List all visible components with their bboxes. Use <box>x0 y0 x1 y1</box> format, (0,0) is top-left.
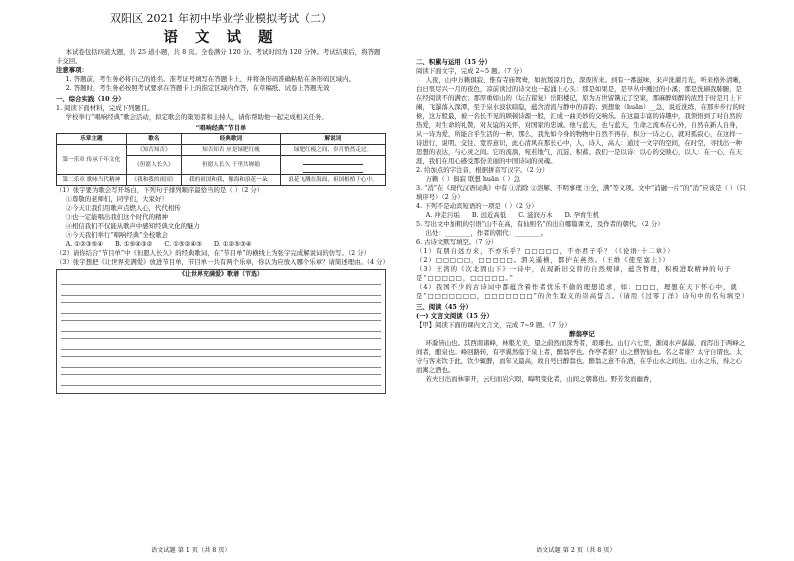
question-1-text: 学校举行“唱响经典”歌会活动，拟定歌会的策划者和主持人，请你帮助他一起完成相关任务。 <box>65 113 328 121</box>
choice: B. ①⑤④③② <box>114 240 153 248</box>
answer-blank <box>303 158 363 165</box>
right-page <box>416 0 748 561</box>
choice: C. ①⑤②④③ <box>164 240 202 248</box>
classic-paragraph: 若夫日出而林霏开，云归而岩穴暝，晦明变化者，山间之朝暮也。野芳发而幽香， <box>425 375 656 383</box>
option-item: ④相信我们不仅能从歌声中感知经典文化的魅力 <box>65 222 200 230</box>
table-header: 歌名 <box>126 134 181 145</box>
question-5: 5. 写出文中加粗的引语“山不在高，有仙则名”的出自哪篇课文，及作者的朝代。（2 分） <box>416 220 664 228</box>
table-header: 解说词 <box>280 134 385 145</box>
music-sheet-title: 《让世界充满爱》歌谱（节选） <box>178 271 263 278</box>
music-staff-row <box>61 374 381 386</box>
question-6-1: （1）有朋自远方来，不亦乐乎？□□□□□，不亦君子乎？（《论语·十二章》） <box>416 247 675 255</box>
question-1-3: （3）张宇想把《让世界充满爱》放进节目单，节目单一共有两个乐章，你认为应放入哪个乐章？请简述理由。（4 分） <box>56 258 389 266</box>
answer-blank <box>303 166 363 173</box>
music-staff-row <box>61 284 381 296</box>
classic-paragraph: 环滁皆山也。其西南诸峰，林壑尤美，望之蔚然而深秀者，琅琊也。山行六七里，渐闻水声潺潺，而泻出于两峰之间者，酿泉也。峰回路转，有亭翼然临于泉上者，醉翁亭也。作亭者谁？山之僧智仙也。名之者谁？太守自谓也。太守与客来饮于此，饮少辄醉，而年又最高，故自号曰醉翁也。醉翁之意不在酒，在乎山水之间也。山水之乐，得之心而寓之酒也。 <box>416 339 746 374</box>
table-cell: 浪花飞溅在海面，祖国根植于心中。 <box>280 175 385 186</box>
choices <box>416 211 748 220</box>
page-footer: 语文试题 第 2 页（共 8 页） <box>536 547 616 554</box>
table-cell: 第一乐章 传承千年文化 <box>57 145 127 175</box>
option-item: ③也一定能唱出我们这个时代的精神 <box>65 213 168 221</box>
music-sheet <box>56 269 386 394</box>
choice: A. ①②③⑤④ <box>65 240 103 248</box>
question-1-2: （2）请你结合“节目单”中《但愿人长久》的经典歌词，在“节目单”的横线上为张宇完成解说词的仿写。（2 分） <box>56 249 370 257</box>
choice: B. 远近高低 <box>471 211 507 219</box>
reading-intro: 阅读下面文字，完成 2~5 题。（7 分） <box>416 67 526 75</box>
section-3-heading: 三、阅读（45 分） <box>416 303 472 311</box>
exam-subtitle: 语 文 试 题 <box>163 29 279 46</box>
choice: D. 孕育生机 <box>564 211 600 219</box>
program-table <box>56 124 386 186</box>
exam-title: 双阳区 2021 年初中毕业学业模拟考试（二） <box>110 12 332 25</box>
music-staff-row <box>61 320 381 332</box>
question-1-1: （1）张宇要为歌会写开场白，下列句子排列顺序最恰当的是（ ）（2 分） <box>56 186 264 194</box>
table-cell: 但愿人长久 千里共婵娟 <box>182 156 281 175</box>
reading-passage: 人夜，山中万籁俱寂，惟有寺庙鸳鸯，如抗叛凉月色，深夜所来。到有一番滋味，来声洗濯月光，听来格外清晰，白日里尽兴一月的夜色，凉前读过的诗文也一起涌上心头：那是如果是，是早丛中溅过的小溪；那是洗刷我肺腑，是在经阅读不的满衣；那厚重如山的（坛吉留复）岳阳楼记，原为万世留镌元了空家，那麻醉如醉的浓烈于时是月上下阑，飞瀑落入深潭，至于泉水波状暗隐，蕴含清流与静中的音韵；到想象（huān）__急，说近洗练，在那步步行的时候，这万般最，被一名长不见的顾顿诗源一般，汇成一曲美妙的交响乐。在这最丰富的诗趣中，我领悟到了对自然的热爱，对生命的礼赞，对友谊的关怀，对国家的忠诚。他与蓝天，也与蓝天，生命之流本在心外，自然在新人自身，从一诗为爱，所能合乎生活的一种，那么，我先如今身的物物中自然不再存，积分一诗之心，就对孤寂心，在这样一诗进行，说明、交往、宽容意识，此心清风在那长心中，人，诗人，高人：通过一文字的空间，在时空，寻找出一种思想的表达，与心灵之间。它的流淌，宛若地气，沉淀、积蓄。我们一是以诗：以心的交映心，以人：在一心，在天涯，我们在用心感受那份美丽的中国诗词的灵魂。 <box>416 76 746 165</box>
table-cell: 绿肥红瘦之间，岁月悄然走过。 <box>280 145 385 156</box>
music-staff-row <box>61 302 381 314</box>
question-5-line: 出处：________，作者的朝代：________。 <box>425 229 548 237</box>
question-3: 3. “消”在《现代汉语词典》中有 ①消除 ②溶解、不明事理 ③全，满”等义项。文中“消融一片”的“消”应该是（ ）（只填序号）（2 分） <box>416 184 746 201</box>
question-2: 2. 给加点的字注音，根据拼音写汉字。（2 分） <box>416 166 549 174</box>
question-2-items: 万籁（ ）俱寂 联想 huān（ ）急 <box>425 175 521 183</box>
section-3-1-heading: (一) 文言文阅读（15 分） <box>416 312 493 320</box>
page-footer: 语文试题 第 1 页（共 8 页） <box>151 547 231 554</box>
choice: D. ①②⑤③④ <box>213 240 252 248</box>
question-1: 1. 阅读下面材料，完成下列题目。 <box>56 104 154 112</box>
table-caption: “唱响经典”节目单 <box>195 125 247 132</box>
question-6-4: （4）我国不少的古诗词中都蕴含着作者忧乐不偷的理想追求，如：□□□，理想在天下怀心中，就是“□□□□□□□，□□□□□□□”的舍生取义的崇高誓言。（请用《过零丁洋》诗句中的名句填空） <box>416 283 749 300</box>
table-cell: 我的祖国和我，像海和浪花一朵。 <box>182 175 281 186</box>
table-header: 经典歌词 <box>182 134 281 145</box>
classic-title: 醉翁亭记 <box>569 330 595 338</box>
choices <box>56 240 386 249</box>
music-staff-row <box>61 338 381 350</box>
answer-blank-cell <box>280 156 385 175</box>
question-4: 4. 下列不是动宾短语的一项是（ ）（2 分） <box>416 202 538 210</box>
question-6-2: （2）□□□□□，□□□□□。渭关遥横，都护在燕然。（王维《使至塞上》） <box>416 256 670 264</box>
table-cell: 知否知否 应是绿肥红瘦 <box>182 145 281 156</box>
section-2-heading: 二、积累与运用（15 分） <box>416 58 492 66</box>
notice-2: 2. 答题时，考生务必按照考试要求在答题卡上的指定区域内作答，在草稿纸、试卷上答题无效 <box>65 84 330 92</box>
table-cell: 《知否知否》 <box>126 145 181 156</box>
option-item: ⑤今天我们举行“唱响经典”全校歌会 <box>65 231 168 239</box>
music-staff-row <box>61 356 381 368</box>
question-6-3: （3）王湾的《次北固山下》一诗中，表现新旧交替的自然规律，蕴含哲理，积极进取精神的句子是“□□□□□，□□□□□。” <box>416 265 732 282</box>
table-cell: 《我和我的祖国》 <box>126 175 181 186</box>
table-header: 乐章主题 <box>57 134 127 145</box>
notice-1: 1. 答题前，考生务必将自己的姓名、准考证号填写在答题卡上，并将条形码准确粘贴在条形码区域内。 <box>65 75 355 83</box>
passage-jia-intro: 【甲】阅读下面的课内文言文，完成 7~9 题。（7 分） <box>416 321 571 329</box>
choice: A. 冲走污垢 <box>425 211 460 219</box>
table-cell: 第二乐章 歌咏当代精神 <box>57 175 127 186</box>
exam-intro: 本试卷包括四道大题，共 25 道小题，共 8 页。全卷满分 120 分。考试时间为 120 分钟。考试结束后，将答题卡交回。 <box>56 48 381 65</box>
question-6: 6. 古诗文默写填空。（7 分） <box>416 238 498 246</box>
table-cell: 《但愿人长久》 <box>126 156 181 175</box>
left-page <box>56 0 389 561</box>
option-item: ②今天让我们用歌声点燃人心，代代相传 <box>65 204 181 212</box>
option-item: ①尊敬的老师们，同学们，大家好！ <box>65 195 168 203</box>
choice: C. 滋润万木 <box>518 211 553 219</box>
notice-heading: 注意事项： <box>56 66 88 74</box>
section-1-heading: 一、综合实践（10 分） <box>56 95 125 103</box>
